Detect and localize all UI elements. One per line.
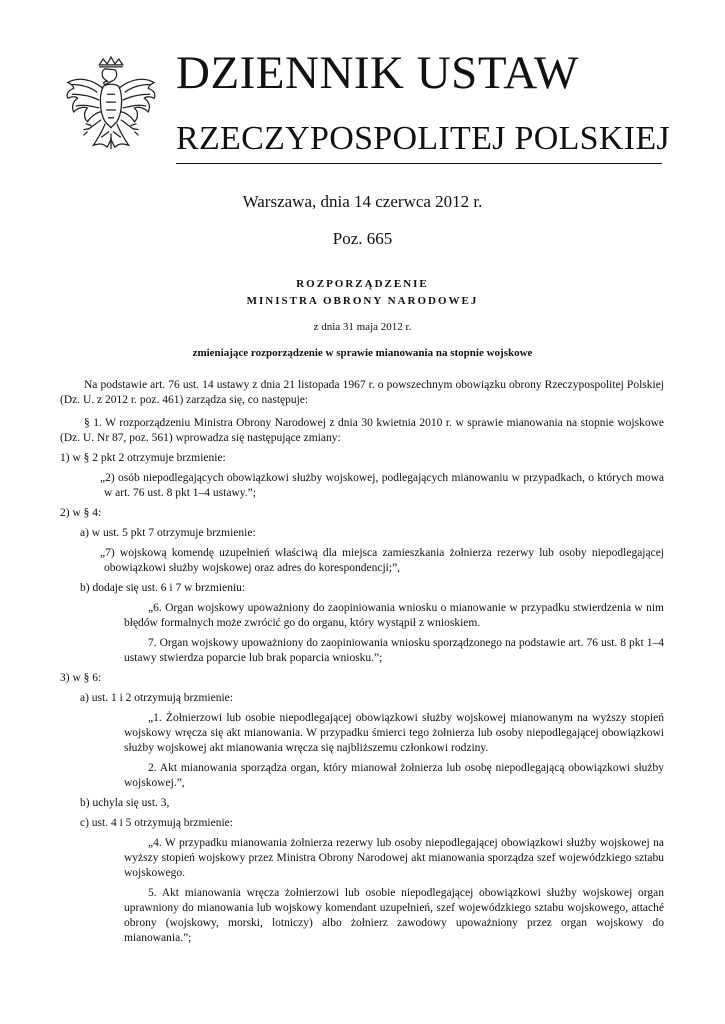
preamble: Na podstawie art. 76 ust. 14 ustawy z dnia 21 listopada 1967 r. o powszechnym obowiązku obrony Rzeczypospolitej Polskiej (Dz. U. z 2012 r. poz. 461) zarządza się, co następuje: [60, 379, 664, 406]
item-2: 2) w § 4: [60, 507, 102, 519]
position-number: Poz. 665 [332, 229, 393, 248]
act-issuer: MINISTRA OBRONY NARODOWEJ [246, 295, 479, 307]
item-2b-text-1: „6. Organ wojskowy upoważniony do zaopiniowania wniosku o mianowanie w przypadku stwierdzenia w nim błędów formalnych może zwrócić go do organu, który wystąpił z wnioskiem. [124, 602, 664, 629]
journal-subtitle: RZECZYPOSPOLITEJ POLSKIEJ [176, 120, 670, 157]
document-body [60, 378, 664, 946]
paragraph-1: § 1. W rozporządzeniu Ministra Obrony Narodowej z dnia 30 kwietnia 2010 r. w sprawie mianowania na stopnie wojskowe (Dz. U. Nr 87, poz. 561) wprowadza się następujące zmiany: [60, 417, 664, 444]
publication-date: Warszawa, dnia 14 czerwca 2012 r. [242, 192, 483, 211]
act-type: ROZPORZĄDZENIE [296, 278, 429, 290]
item-2b-text-2: 7. Organ wojskowy upoważniony do zaopiniowania wniosku sporządzonego na podstawie art. 76 ust. 8 pkt 1–4 ustawy stwierdza poparcie lub brak poparcia wniosku.”; [124, 637, 664, 664]
item-3a-text-2: 2. Akt mianowania sporządza organ, który mianował żołnierza lub osobę niepodlegającą obowiązkowi służby wojskowej.”, [124, 762, 664, 789]
item-1-text: „2) osób niepodlegających obowiązkowi służby wojskowej, podlegających mianowaniu w przypadkach, o których mowa w art. 76 ust. 8 pkt 1–4 ustawy.”; [100, 472, 664, 499]
header-rule [176, 163, 662, 164]
item-3b: b) uchyla się ust. 3, [80, 797, 170, 809]
item-3: 3) w § 6: [60, 672, 102, 684]
item-3a-text-1: „1. Żołnierzowi lub osobie niepodlegającej obowiązkowi służby wojskowej mianowanym na wyższy stopień wojskowy wręcza się akt mianowania. W przypadku śmierci tego żołnierza lub osoby niepodlegającej obowiązkowi służby wojskowej akt mianowania wręcza się najbliższemu członkowi rodziny. [124, 712, 664, 754]
journal-title: DZIENNIK USTAW [176, 47, 579, 99]
item-3c-text-1: „4. W przypadku mianowania żołnierza rezerwy lub osoby niepodlegającej obowiązkowi służby wojskowej na wyższy stopień wojskowy przez Ministra Obrony Narodowej akt mianowania sporządza szef wojewódzkiego sztabu wojskowego. [124, 837, 664, 879]
item-2a-text: „7) wojskową komendę uzupełnień właściwą dla miejsca zamieszkania żołnierza rezerwy lub osoby niepodlegającej obowiązkowi służby wojskowej oraz adres do korespondencji;”, [100, 547, 664, 574]
polish-eagle-emblem [62, 55, 160, 163]
item-3a: a) ust. 1 i 2 otrzymują brzmienie: [80, 692, 233, 704]
item-1: 1) w § 2 pkt 2 otrzymuje brzmienie: [60, 452, 226, 464]
act-subject: zmieniające rozporządzenie w sprawie mianowania na stopnie wojskowe [192, 347, 533, 359]
item-3c: c) ust. 4 i 5 otrzymują brzmienie: [80, 817, 233, 829]
act-date: z dnia 31 maja 2012 r. [313, 321, 412, 333]
item-2a: a) w ust. 5 pkt 7 otrzymuje brzmienie: [80, 527, 256, 539]
item-2b: b) dodaje się ust. 6 i 7 w brzmieniu: [80, 582, 246, 594]
item-3c-text-2: 5. Akt mianowania wręcza żołnierzowi lub osobie niepodlegającej obowiązkowi służby wojskowej organ uprawniony do mianowania lub wojskowy komendant uzupełnień, szef wojewódzkiego sztabu wojskowego, attaché obrony (wojskowy, morski, lotniczy) albo żołnierz zawodowy upoważniony przez organ wojskowy do mianowania.”; [124, 887, 664, 944]
